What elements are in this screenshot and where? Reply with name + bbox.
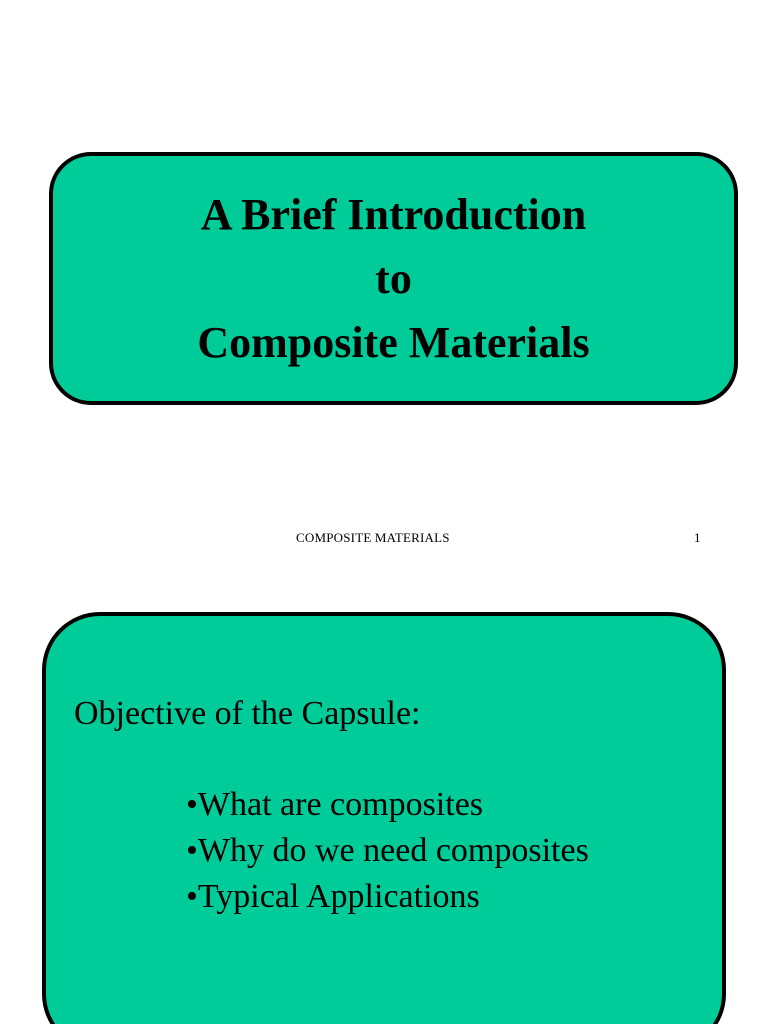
bullet-item-applications: •Typical Applications bbox=[186, 878, 480, 915]
page-number: 1 bbox=[694, 530, 701, 545]
bullet-item-why: •Why do we need composites bbox=[186, 832, 589, 869]
title-line-2: to bbox=[375, 253, 412, 303]
footer-label: COMPOSITE MATERIALS bbox=[296, 530, 450, 545]
bullet-item-what: •What are composites bbox=[186, 786, 484, 823]
title-line-3: Composite Materials bbox=[197, 317, 590, 367]
title-line-1: A Brief Introduction bbox=[200, 189, 587, 239]
objective-slide-box bbox=[42, 612, 726, 1024]
bullet-list bbox=[186, 782, 589, 920]
title-slide-box bbox=[49, 152, 738, 405]
objective-heading: Objective of the Capsule: bbox=[74, 695, 421, 732]
